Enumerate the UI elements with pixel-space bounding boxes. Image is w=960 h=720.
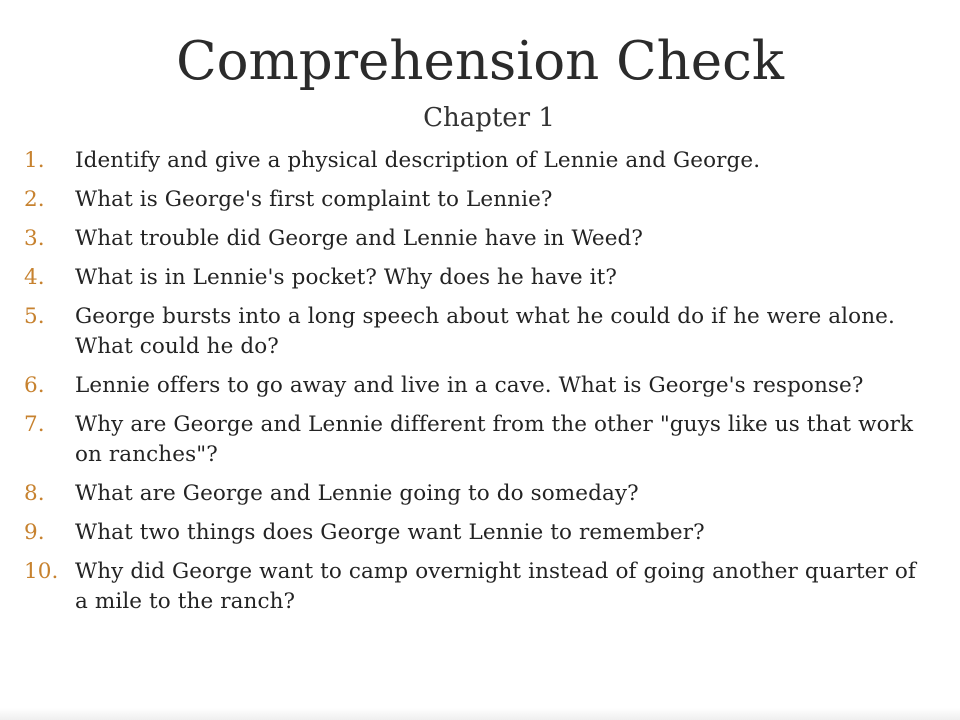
question-list [24, 146, 924, 626]
question-number: 5. [24, 304, 45, 329]
question-text: Lennie offers to go away and live in a cave. What is George's response? [75, 373, 864, 398]
question-item [24, 185, 924, 215]
question-text: Why did George want to camp overnight instead of going another quarter of a mile to the ranch? [75, 559, 916, 614]
question-item [24, 302, 924, 362]
bottom-shadow [0, 708, 960, 720]
question-text: What two things does George want Lennie to remember? [75, 520, 705, 545]
slide-subtitle: Chapter 1 [423, 103, 555, 133]
question-number: 7. [24, 412, 45, 437]
question-item [24, 371, 924, 401]
question-item [24, 518, 924, 548]
question-item [24, 557, 924, 617]
question-item [24, 410, 924, 470]
question-number: 1. [24, 148, 45, 173]
question-item [24, 224, 924, 254]
question-item [24, 146, 924, 176]
question-text: Why are George and Lennie different from the other "guys like us that work on ranches"? [75, 412, 914, 467]
question-number: 6. [24, 373, 45, 398]
slide-title: Comprehension Check [176, 31, 784, 92]
question-text: Identify and give a physical description of Lennie and George. [75, 148, 761, 173]
question-text: What trouble did George and Lennie have in Weed? [75, 226, 644, 251]
question-text: What is George's first complaint to Lennie? [75, 187, 553, 212]
question-text: What are George and Lennie going to do someday? [75, 481, 639, 506]
question-text: George bursts into a long speech about what he could do if he were alone. What could he do? [75, 304, 895, 359]
question-number: 9. [24, 520, 45, 545]
question-text: What is in Lennie's pocket? Why does he have it? [75, 265, 617, 290]
question-item [24, 263, 924, 293]
question-number: 10. [24, 559, 59, 584]
question-item [24, 479, 924, 509]
question-number: 3. [24, 226, 45, 251]
question-number: 2. [24, 187, 45, 212]
question-number: 4. [24, 265, 45, 290]
question-number: 8. [24, 481, 45, 506]
title-block [0, 28, 960, 133]
